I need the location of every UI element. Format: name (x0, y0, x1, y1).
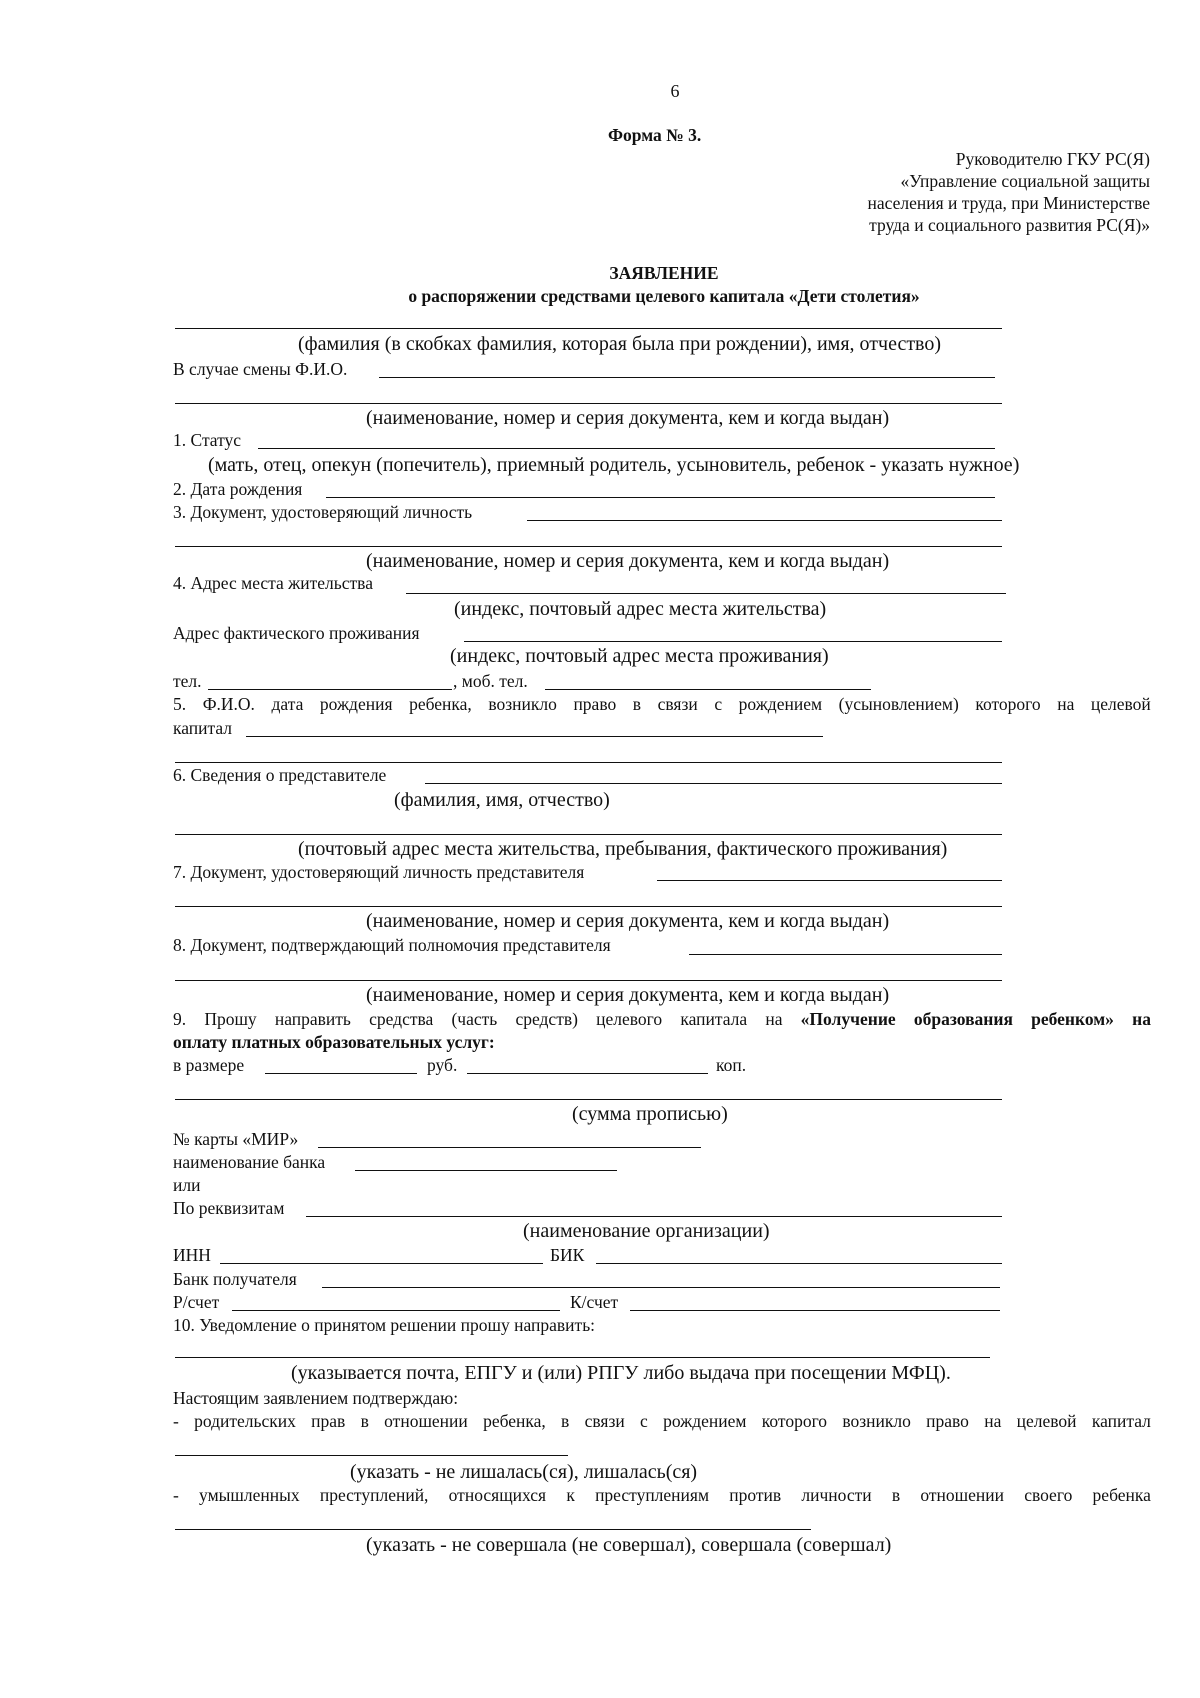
page-number: 6 (670, 81, 680, 101)
confirm-label: Настоящим заявлением подтверждаю: (173, 1388, 459, 1408)
recipient-line: труда и социального развития РС(Я)» (869, 215, 1150, 235)
word: своего (1024, 1485, 1073, 1505)
status-label: 1. Статус (173, 430, 242, 450)
mob-tel-label: , моб. тел. (453, 671, 528, 691)
address-reg-caption: (индекс, почтовый адрес места жительства) (454, 598, 827, 620)
word: целевого (596, 1009, 663, 1029)
fio-change-field-2[interactable] (175, 403, 1002, 404)
bik-label: БИК (550, 1245, 585, 1265)
word: право (926, 1411, 969, 1431)
actual-address-field[interactable] (464, 641, 1002, 642)
word: дата (271, 694, 304, 714)
by-details-label: По реквизитам (173, 1198, 285, 1218)
recipient-line: населения и труда, при Министерстве (867, 193, 1150, 213)
word: - (173, 1411, 179, 1431)
fio-caption: (фамилия (в скобках фамилия, которая была при рождении), имя, отчество) (298, 333, 942, 355)
word: возникло (488, 694, 557, 714)
word: на (984, 1411, 1002, 1431)
word: в (891, 1485, 901, 1505)
inn-field[interactable] (220, 1263, 543, 1264)
or-label: или (173, 1175, 201, 1195)
bank-name-label: наименование банка (173, 1152, 326, 1172)
word: целевой (1090, 694, 1151, 714)
document-subheading: о распоряжении средствами целевого капитала «Дети столетия» (408, 286, 920, 306)
address-label: 4. Адрес места жительства (173, 573, 373, 593)
form-title: Форма № 3. (608, 125, 702, 145)
inn-label: ИНН (173, 1245, 211, 1265)
word: - (173, 1485, 179, 1505)
word: право (573, 694, 617, 714)
document-heading: ЗАЯВЛЕНИЕ (609, 263, 719, 283)
word: связи (657, 694, 698, 714)
status-field[interactable] (258, 448, 995, 449)
notification-field[interactable] (175, 1357, 990, 1358)
recipient-line: «Управление социальной защиты (900, 171, 1150, 191)
tel-label: тел. (173, 671, 202, 691)
word: в (632, 694, 642, 714)
word: «Получение (800, 1009, 896, 1029)
word: Ф.И.О. (202, 694, 255, 714)
id-doc-field-2[interactable] (175, 546, 1002, 547)
word: прав (311, 1411, 346, 1431)
org-name-caption: (наименование организации) (523, 1220, 770, 1242)
rep-authority-field-2[interactable] (175, 980, 1002, 981)
word: (усыновлением) (838, 694, 959, 714)
recipient-bank-label: Банк получателя (173, 1269, 297, 1289)
confirm-crimes-label (173, 1484, 1151, 1506)
item9-label (173, 1008, 1151, 1030)
bank-name-field[interactable] (355, 1170, 617, 1171)
rep-address-caption: (почтовый адрес места жительства, пребывания, фактического проживания) (298, 838, 948, 860)
rep-info-label: 6. Сведения о представителе (173, 765, 387, 785)
word: средств) (515, 1009, 578, 1029)
rep-id-doc-field[interactable] (657, 880, 1002, 881)
mob-tel-field[interactable] (545, 689, 871, 690)
child-info-label-2: капитал (173, 718, 233, 738)
word: рождением (738, 694, 823, 714)
amount-rub-field[interactable] (265, 1073, 417, 1074)
word: ребенком» (1031, 1009, 1114, 1029)
rep-info-field[interactable] (425, 783, 1002, 784)
word: преступлений, (319, 1485, 429, 1505)
word: на (1132, 1009, 1151, 1029)
word: рождением (663, 1411, 747, 1431)
amount-kop-field[interactable] (467, 1073, 708, 1074)
account-field[interactable] (232, 1310, 560, 1311)
sum-words-caption: (сумма прописью) (572, 1103, 728, 1125)
kop-label: коп. (716, 1055, 747, 1075)
crimes-caption: (указать - не совершала (не совершал), совершала (совершал) (366, 1534, 892, 1556)
id-doc-label: 3. Документ, удостоверяющий личность (173, 502, 473, 522)
word: капитала (680, 1009, 748, 1029)
word: на (1057, 694, 1075, 714)
word: связи (584, 1411, 625, 1431)
rep-id-doc-label: 7. Документ, удостоверяющий личность представителя (173, 862, 585, 882)
address-fact-caption: (индекс, почтовый адрес места проживания) (450, 645, 829, 667)
word: возникло (842, 1411, 911, 1431)
mir-card-label: № карты «МИР» (173, 1129, 299, 1149)
word: против (729, 1485, 782, 1505)
doc4-caption: (наименование, номер и серия документа, кем и когда выдан) (366, 984, 890, 1006)
word: с (714, 694, 723, 714)
id-doc-field[interactable] (527, 520, 1002, 521)
rights-caption: (указать - не лишалась(ся), лишалась(ся) (350, 1461, 698, 1483)
fio-field[interactable] (175, 328, 1002, 329)
word: отношении (920, 1485, 1004, 1505)
fio-change-field[interactable] (379, 377, 995, 378)
status-caption: (мать, отец, опекун (попечитель), приемный родитель, усыновитель, ребенок - указать нужное) (208, 454, 1020, 476)
doc3-caption: (наименование, номер и серия документа, кем и когда выдан) (366, 910, 890, 932)
word: рождения (319, 694, 393, 714)
word: 9. (173, 1009, 187, 1029)
word: родительских (194, 1411, 296, 1431)
child-info-label (173, 693, 1151, 715)
tel-field[interactable] (208, 689, 452, 690)
word: капитал (1091, 1411, 1151, 1431)
amount-label: в размере (173, 1055, 245, 1075)
word: ребенка, (483, 1411, 546, 1431)
notification-label: 10. Уведомление о принятом решении прошу направить: (173, 1315, 596, 1335)
word: ребенка (1092, 1485, 1151, 1505)
recipient-bank-field[interactable] (322, 1287, 1000, 1288)
mir-card-field[interactable] (318, 1147, 701, 1148)
rep-id-doc-field-2[interactable] (175, 906, 1002, 907)
corr-account-label: К/счет (570, 1292, 619, 1312)
rep-authority-label: 8. Документ, подтверждающий полномочия представителя (173, 935, 611, 955)
word: отношении (384, 1411, 468, 1431)
word: которого (975, 694, 1041, 714)
recipient-line: Руководителю ГКУ РС(Я) (955, 149, 1150, 169)
account-label: Р/счет (173, 1292, 220, 1312)
word: ребенка, (409, 694, 472, 714)
rights-field[interactable] (175, 1455, 568, 1456)
actual-address-label: Адрес фактического проживания (173, 623, 420, 643)
bik-field[interactable] (596, 1263, 1002, 1264)
confirm-rights-label (173, 1410, 1151, 1432)
fio-change-label: В случае смены Ф.И.О. (173, 359, 348, 379)
word: умышленных (199, 1485, 300, 1505)
crimes-field[interactable] (175, 1529, 811, 1530)
rep-name-caption: (фамилия, имя, отчество) (394, 789, 610, 811)
address-field[interactable] (406, 593, 1006, 594)
word: целевой (1016, 1411, 1077, 1431)
doc2-caption: (наименование, номер и серия документа, кем и когда выдан) (366, 550, 890, 572)
child-info-field-2[interactable] (175, 762, 1002, 763)
corr-account-field[interactable] (630, 1310, 1000, 1311)
word: на (765, 1009, 783, 1029)
word: в (360, 1411, 369, 1431)
birth-date-label: 2. Дата рождения (173, 479, 303, 499)
rub-label: руб. (427, 1055, 458, 1075)
word: с (640, 1411, 648, 1431)
item9-label-2: оплату платных образовательных услуг: (173, 1032, 495, 1052)
doc1-caption: (наименование, номер и серия документа, кем и когда выдан) (366, 407, 890, 429)
org-name-field[interactable] (306, 1216, 1002, 1217)
word: направить (274, 1009, 351, 1029)
word: 5. (173, 694, 187, 714)
word: личности (801, 1485, 872, 1505)
word: (часть (451, 1009, 498, 1029)
word: образования (913, 1009, 1013, 1029)
word: относящихся (448, 1485, 547, 1505)
notify-caption: (указывается почта, ЕПГУ и (или) РПГУ либо выдача при посещении МФЦ). (291, 1362, 951, 1384)
rep-address-field[interactable] (175, 834, 1002, 835)
word: которого (761, 1411, 828, 1431)
word: преступлениям (595, 1485, 710, 1505)
birth-date-field[interactable] (326, 497, 995, 498)
word: к (566, 1485, 575, 1505)
rep-authority-field[interactable] (689, 954, 1002, 955)
child-info-field[interactable] (246, 736, 823, 737)
word: в (561, 1411, 570, 1431)
sum-words-field[interactable] (175, 1099, 1002, 1100)
word: средства (369, 1009, 434, 1029)
word: Прошу (204, 1009, 257, 1029)
